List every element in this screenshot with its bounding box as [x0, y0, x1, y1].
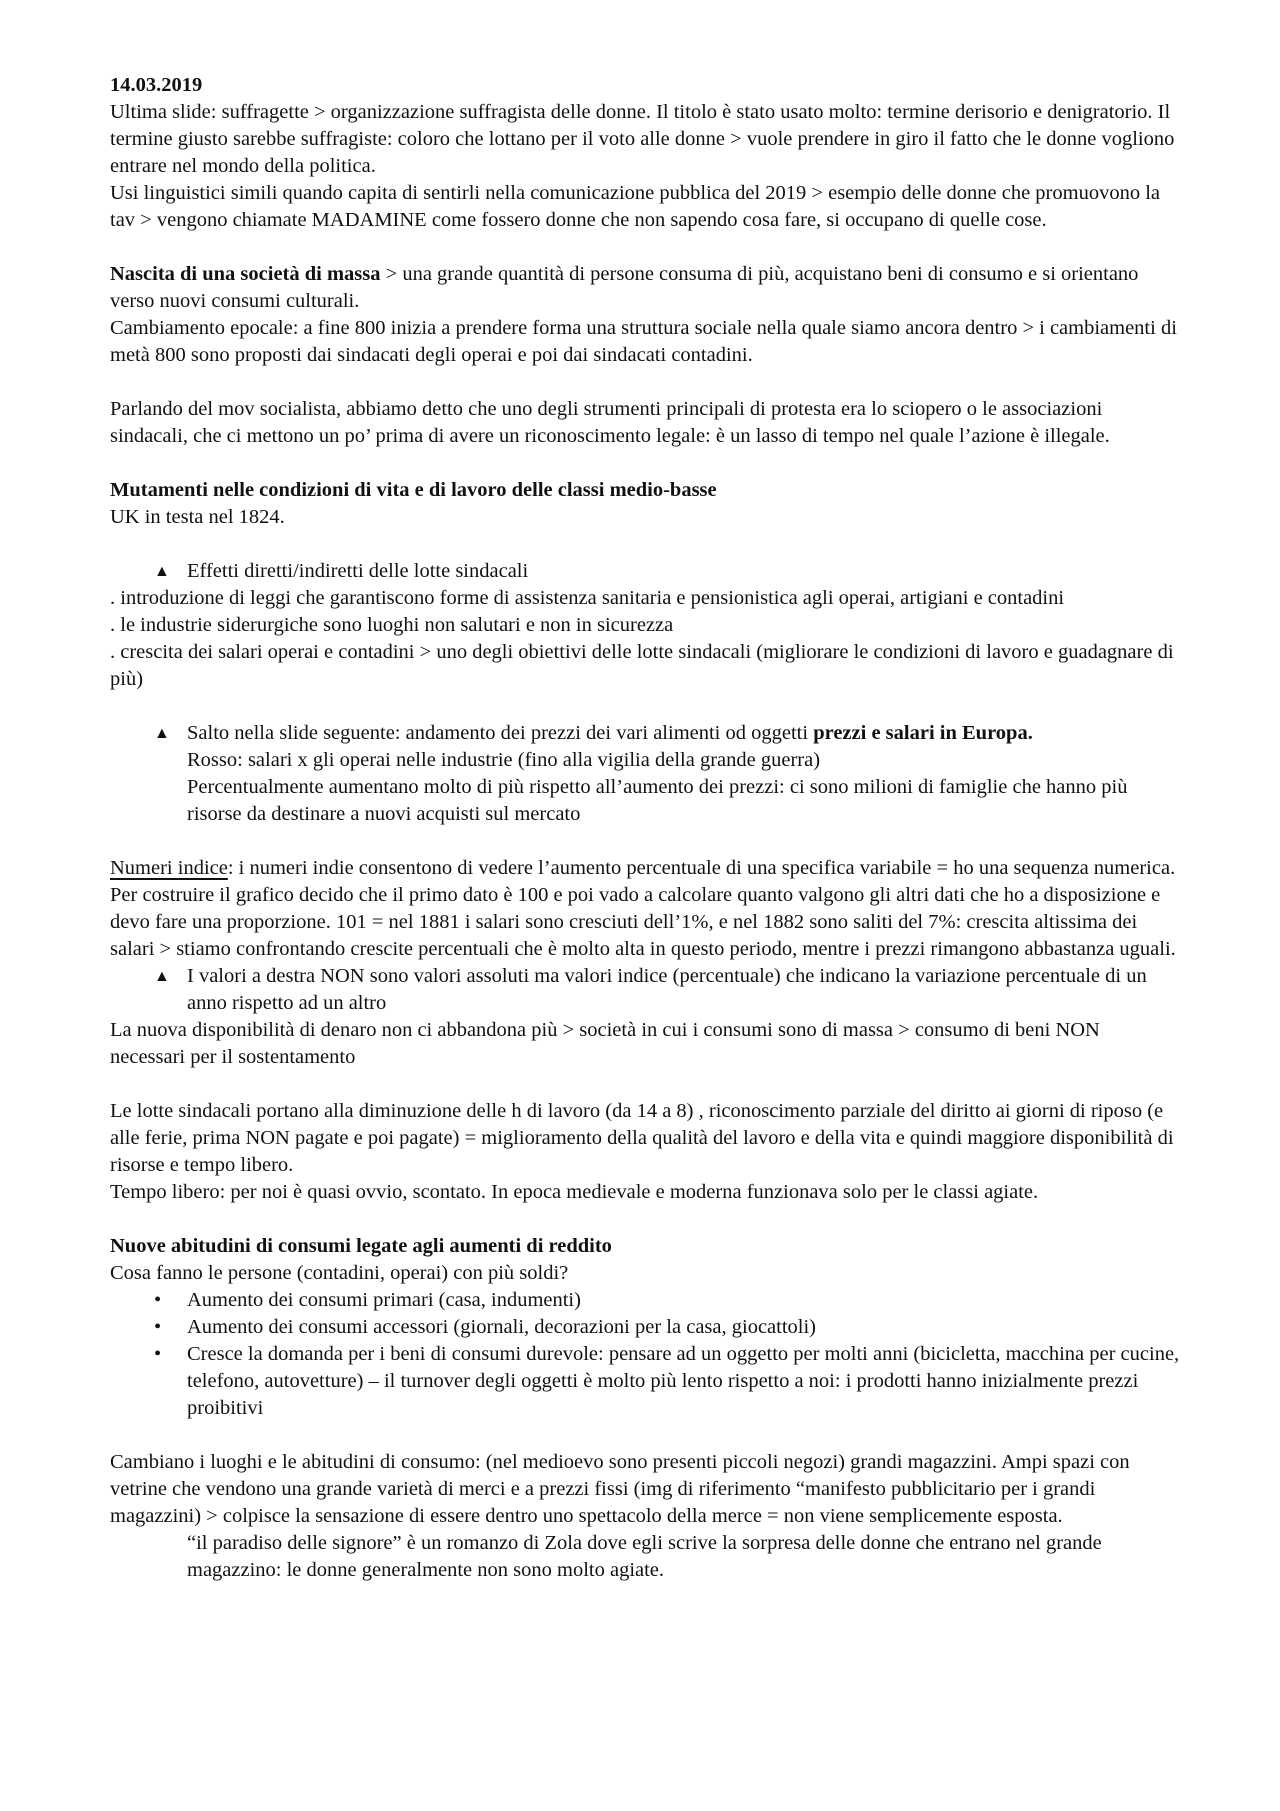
massa-paragraph	[110, 261, 1180, 315]
list-item	[110, 1314, 1180, 1341]
zola-paragraph: “il paradiso delle signore” è un romanzo di Zola dove egli scrive la sorpresa delle donne che entrano nel grande magazzino: le donne generalmente non sono molto agiate.	[187, 1532, 1102, 1581]
bullet-icon: •	[154, 1316, 162, 1338]
percentualmente-line: Percentualmente aumentano molto di più rispetto all’aumento dei prezzi: ci sono milioni di famiglie che hanno più risorse da destinare a nuovi acquisti sul mercato	[187, 776, 1128, 825]
numeri-text: : i numeri indie consentono di vedere l’aumento percentuale di una specifica variabile = ho una sequenza numerica.	[227, 857, 1176, 879]
spacer	[110, 531, 1180, 558]
numeri-paragraph	[110, 855, 1180, 882]
massa-paragraph-2: Cambiamento epocale: a fine 800 inizia a prendere forma una struttura sociale nella quale siamo ancora dentro > i cambiamenti di metà 800 sono proposti dai sindacati degli operai e poi dai sindacati contadini.	[110, 317, 1177, 366]
salto-bold: prezzi e salari in Europa.	[813, 722, 1033, 744]
intro-paragraph-1: Ultima slide: suffragette > organizzazione suffragista delle donne. Il titolo è stato usato molto: termine derisorio e denigratorio. Il termine giusto sarebbe suffragiste: coloro che lottano per il voto alle donne > vuole prendere in giro il fatto che le donne vogliono entrare nel mondo della politica.	[110, 101, 1175, 177]
triangle-bullet-icon: ▲	[154, 968, 170, 985]
numeri-label: Numeri indice	[110, 857, 228, 879]
salto-text: Salto nella slide seguente: andamento dei prezzi dei vari alimenti od oggetti	[187, 722, 814, 744]
uk-line: UK in testa nel 1824.	[110, 506, 285, 528]
spacer	[110, 1206, 1180, 1233]
salto-line	[187, 720, 1180, 747]
document-page	[110, 72, 1180, 1584]
massa-text: > una grande quantità di persone consuma di più, acquistano beni di consumo e si orientano verso nuovi consumi culturali.	[110, 263, 1139, 312]
numeri-paragraph-3: La nuova disponibilità di denaro non ci abbandona più > società in cui i consumi sono di massa > consumo di beni NON necessari per il sostentamento	[110, 1019, 1100, 1068]
massa-heading: Nascita di una società di massa	[110, 263, 381, 285]
lotte-paragraph: Le lotte sindacali portano alla diminuzione delle h di lavoro (da 14 a 8) , riconoscimento parziale del diritto ai giorni di riposo (e alle ferie, prima NON pagate e poi pagate) = miglioramento della qualità del lavoro e della vita e quindi maggiore disponibilità di risorse e tempo libero.	[110, 1100, 1174, 1176]
triangle-bullet-icon: ▲	[154, 725, 170, 742]
spacer	[110, 828, 1180, 855]
list-item-text: Aumento dei consumi accessori (giornali, decorazioni per la casa, giocattoli)	[187, 1316, 817, 1338]
effetti-item	[110, 558, 1180, 585]
mutamenti-heading: Mutamenti nelle condizioni di vita e di lavoro delle classi medio-basse	[110, 479, 717, 501]
abitudini-question: Cosa fanno le persone (contadini, operai) con più soldi?	[110, 1262, 569, 1284]
luoghi-paragraph: Cambiano i luoghi e le abitudini di consumo: (nel medioevo sono presenti piccoli negozi) grandi magazzini. Ampi spazi con vetrine che vendono una grande varietà di merci e a prezzi fissi (img di riferimento “manifesto pubblicitario per i grandi magazzini) > colpisce la sensazione di essere dentro uno spettacolo della merce = non viene semplicemente esposta.	[110, 1451, 1130, 1527]
spacer	[110, 450, 1180, 477]
tempo-libero-paragraph: Tempo libero: per noi è quasi ovvio, scontato. In epoca medievale e moderna funzionava solo per le classi agiate.	[110, 1181, 1039, 1203]
valori-item	[110, 963, 1180, 1017]
bullet-icon: •	[154, 1289, 162, 1311]
rosso-line: Rosso: salari x gli operai nelle industrie (fino alla vigilia della grande guerra)	[187, 749, 821, 771]
intro-paragraph-2: Usi linguistici simili quando capita di sentirli nella comunicazione pubblica del 2019 > esempio delle donne che promuovono la tav > vengono chiamate MADAMINE come fossero donne che non sapendo cosa fare, si occupano di quelle cose.	[110, 182, 1160, 231]
triangle-bullet-icon: ▲	[154, 563, 170, 580]
list-item	[110, 1341, 1180, 1422]
effetti-subitem-1: . introduzione di leggi che garantiscono forme di assistenza sanitaria e pensionistica agli operai, artigiani e contadini	[110, 587, 1065, 609]
bullet-icon: •	[154, 1343, 162, 1365]
list-item-text: Cresce la domanda per i beni di consumi durevole: pensare ad un oggetto per molti anni (bicicletta, macchina per cucine, telefono, autovetture) – il turnover degli oggetti è molto più lento rispetto a noi: i prodotti hanno inizialmente prezzi proibitivi	[187, 1343, 1180, 1419]
list-item-text: Aumento dei consumi primari (casa, indumenti)	[187, 1289, 581, 1311]
spacer	[110, 369, 1180, 396]
date-heading: 14.03.2019	[110, 74, 203, 96]
effetti-subitem-3: . crescita dei salari operai e contadini > uno degli obiettivi delle lotte sindacali (migliorare le condizioni di lavoro e guadagnare di più)	[110, 641, 1174, 690]
effetti-text: Effetti diretti/indiretti delle lotte sindacali	[187, 560, 529, 582]
spacer	[110, 234, 1180, 261]
spacer	[110, 1071, 1180, 1098]
effetti-subitem-2: . le industrie siderurgiche sono luoghi non salutari e non in sicurezza	[110, 614, 674, 636]
socialista-paragraph: Parlando del mov socialista, abbiamo detto che uno degli strumenti principali di protesta era lo sciopero o le associazioni sindacali, che ci mettono un po’ prima di avere un riconoscimento legale: è un lasso di tempo nel quale l’azione è illegale.	[110, 398, 1110, 447]
list-item	[110, 1287, 1180, 1314]
numeri-paragraph-2: Per costruire il grafico decido che il primo dato è 100 e poi vado a calcolare quanto valgono gli altri dati che ho a disposizione e devo fare una proporzione. 101 = nel 1881 i salari sono cresciuti dell’1%, e nel 1882 sono saliti del 7%: crescita altissima dei salari > stiamo confrontando crescite percentuali che è molto alta in questo periodo, mentre i prezzi rimangono abbastanza uguali.	[110, 884, 1176, 960]
salto-item	[110, 720, 1180, 828]
valori-text: I valori a destra NON sono valori assoluti ma valori indice (percentuale) che indicano la variazione percentuale di un anno rispetto ad un altro	[187, 965, 1147, 1014]
abitudini-heading: Nuove abitudini di consumi legate agli aumenti di reddito	[110, 1235, 612, 1257]
spacer	[110, 693, 1180, 720]
spacer	[110, 1422, 1180, 1449]
